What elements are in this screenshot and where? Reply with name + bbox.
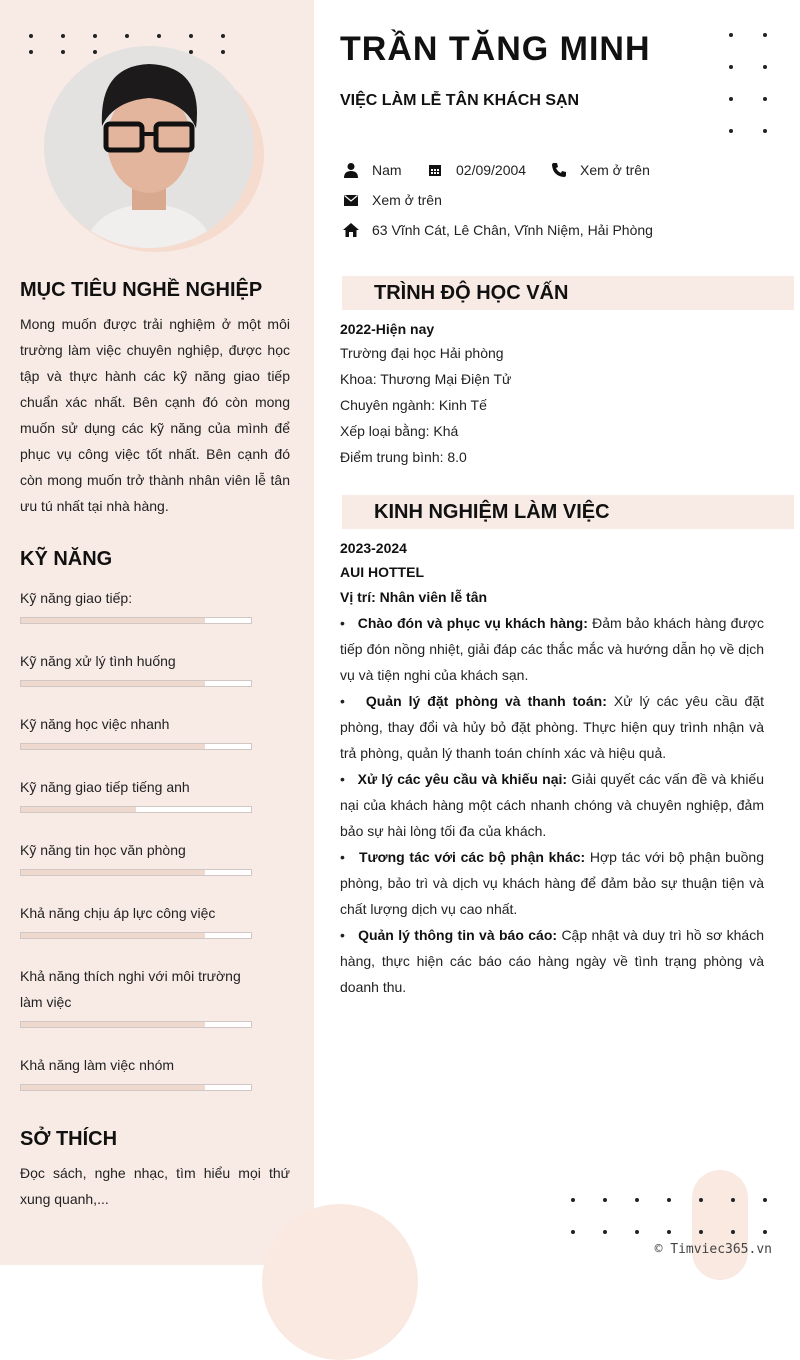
decor-dots-bottom-right: [571, 1198, 767, 1234]
skill-item: [20, 711, 264, 750]
skill-bar-fill: [21, 681, 205, 686]
skill-bar-fill: [21, 807, 136, 812]
skill-item: [20, 585, 264, 624]
hobbies-text: Đọc sách, nghe nhạc, tìm hiểu mọi thứ xung quanh,...: [20, 1165, 290, 1207]
watermark: © Timviec365.vn: [654, 1242, 772, 1257]
birthday-value: 02/09/2004: [456, 162, 527, 178]
skill-item: [20, 837, 264, 876]
skills-title: KỸ NĂNG: [20, 548, 113, 570]
education-faculty: Khoa: Thương Mại Điện Tử: [340, 371, 512, 387]
skill-item: [20, 648, 264, 687]
avatar: [44, 46, 254, 248]
duty-text: Đảm bảo khách hàng được tiếp đón nồng nhiệt, giải đáp các thắc mắc và hướng dẫn họ về dịch vụ và tiện nghi của khách sạn.: [340, 615, 764, 683]
candidate-name: TRẦN TĂNG MINH: [340, 30, 651, 68]
education-header: [342, 276, 794, 310]
job-title: VIỆC LÀM LỄ TÂN KHÁCH SẠN: [340, 92, 580, 109]
bullet: •: [340, 849, 359, 865]
phone-icon: [550, 161, 568, 179]
skill-bar: [20, 1021, 252, 1028]
birthday-row: [426, 161, 526, 179]
duty-head: Tương tác với các bộ phận khác:: [358, 849, 586, 865]
email-value: Xem ở trên: [372, 192, 442, 208]
person-icon: [342, 161, 360, 179]
duty-text: Xử lý các yêu cầu đặt phòng, thay đổi và hủy bỏ đặt phòng. Thực hiện quy trình nhận và trả phòng, quản lý thanh toán chính xác và hiệu quả.: [340, 693, 764, 761]
duty-head: Chào đón và phục vụ khách hàng:: [357, 615, 588, 631]
skill-item: [20, 1052, 264, 1091]
education-school: Trường đại học Hải phòng: [340, 345, 504, 361]
education-period: 2022-Hiện nay: [340, 321, 435, 337]
bullet: •: [340, 927, 359, 943]
experience-position: Vị trí: Nhân viên lễ tân: [340, 589, 488, 605]
duty-item: [340, 922, 764, 1000]
bullet: •: [340, 615, 358, 631]
skill-bar-fill: [21, 744, 205, 749]
skill-bar: [20, 1084, 252, 1091]
duty-item: [340, 844, 764, 922]
skill-bar: [20, 680, 252, 687]
skill-label: Kỹ năng tin học văn phòng: [20, 842, 186, 858]
envelope-icon: [342, 191, 360, 209]
calendar-icon: [426, 161, 444, 179]
duty-head: Quản lý thông tin và báo cáo:: [358, 927, 558, 943]
email-row: [342, 191, 442, 209]
skill-bar-fill: [21, 1022, 205, 1027]
gender-value: Nam: [372, 162, 402, 178]
skill-label: Kỹ năng giao tiếp tiếng anh: [20, 779, 190, 795]
hobbies-title: SỞ THÍCH: [20, 1128, 118, 1150]
experience-company: AUI HOTTEL: [340, 564, 424, 580]
skill-item: [20, 774, 264, 813]
skill-item: [20, 900, 264, 939]
experience-header: [342, 495, 794, 529]
skill-bar: [20, 869, 252, 876]
address-value: 63 Vĩnh Cát, Lê Chân, Vĩnh Niệm, Hải Phòng: [372, 222, 653, 238]
duty-head: Quản lý đặt phòng và thanh toán:: [365, 693, 607, 709]
duty-text: Hợp tác với bộ phận buồng phòng, bảo trì và dịch vụ khách hàng để đảm bảo sự thuận tiện và chất lượng dịch vụ cao nhất.: [340, 849, 764, 917]
bullet: •: [340, 693, 366, 709]
address-row: [342, 221, 653, 239]
skill-bar-fill: [21, 870, 205, 875]
skill-bar: [20, 743, 252, 750]
objective-text: Mong muốn được trải nghiệm ở một môi trường làm việc chuyên nghiệp, được học tập và thực hành các kỹ năng giao tiếp chuẩn xác nhất. Bên cạnh đó còn mong muốn sử dụng các kỹ năng của mình để phục vụ công việc tốt nhất. Bên cạnh đó còn mong muốn trở thành nhân viên lễ tân ưu tú nhất tại nhà hàng.: [20, 316, 290, 514]
phone-value: Xem ở trên: [580, 162, 650, 178]
skill-bar: [20, 617, 252, 624]
education-major: Chuyên ngành: Kinh Tế: [340, 397, 487, 413]
objective-title: MỤC TIÊU NGHỀ NGHIỆP: [20, 279, 263, 301]
skill-item: [20, 963, 264, 1028]
education-gpa: Điểm trung bình: 8.0: [340, 449, 467, 465]
duty-text: Giải quyết các vấn đề và khiếu nại của khách hàng một cách nhanh chóng và chuyên nghiệp, đảm bảo sự hài lòng tối đa của khách.: [340, 771, 764, 839]
education-title: TRÌNH ĐỘ HỌC VẤN: [374, 282, 569, 304]
decor-dots-top-right: [729, 33, 767, 133]
bullet: •: [340, 771, 358, 787]
experience-period: 2023-2024: [340, 540, 407, 556]
education-rank: Xếp loại bằng: Khá: [340, 423, 459, 439]
duty-item: [340, 766, 764, 844]
gender-row: [342, 161, 402, 179]
skill-label: Kỹ năng giao tiếp:: [20, 590, 133, 606]
skill-label: Khả năng làm việc nhóm: [20, 1057, 175, 1073]
skill-bar-fill: [21, 618, 205, 623]
experience-title: KINH NGHIỆM LÀM VIỆC: [374, 501, 610, 523]
skill-bar-fill: [21, 1085, 205, 1090]
skill-label: Kỹ năng xử lý tình huống: [20, 653, 176, 669]
duty-item: [340, 610, 764, 688]
skill-label: Kỹ năng học việc nhanh: [20, 716, 170, 732]
decor-circle-bottom: [262, 1204, 418, 1360]
duty-text: Cập nhật và duy trì hồ sơ khách hàng, thực hiện các báo cáo hàng ngày về tình trạng phòng và doanh thu.: [340, 927, 764, 995]
home-icon: [342, 221, 360, 239]
skill-label: Khả năng chịu áp lực công việc: [20, 905, 216, 921]
skill-bar: [20, 806, 252, 813]
phone-row: [550, 161, 650, 179]
skill-bar: [20, 932, 252, 939]
duty-head: Xử lý các yêu cầu và khiếu nại:: [357, 771, 568, 787]
duty-item: [340, 688, 764, 766]
skill-label: Khả năng thích nghi với môi trường làm việc: [20, 968, 241, 1010]
skill-bar-fill: [21, 933, 205, 938]
